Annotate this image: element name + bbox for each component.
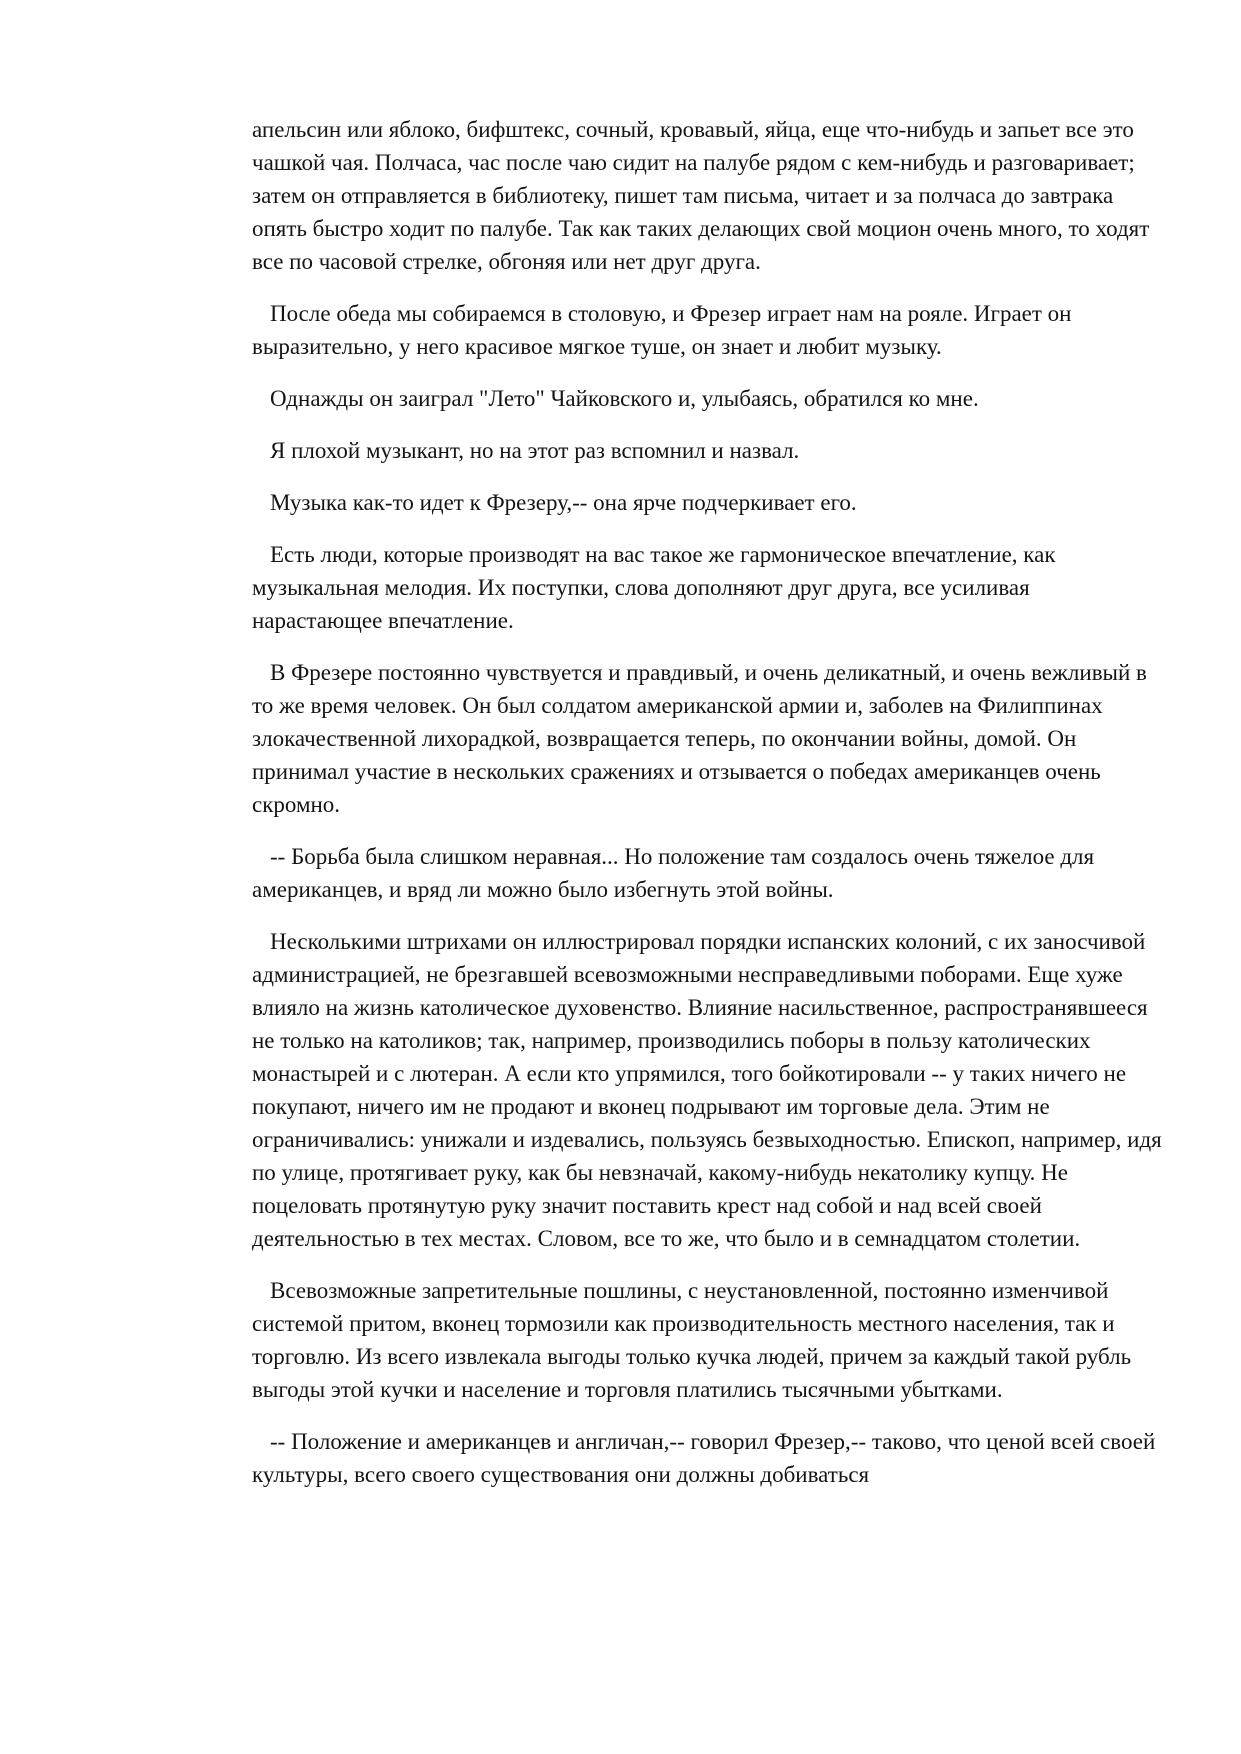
paragraph-6: Есть люди, которые производят на вас такое же гармоническое впечатление, как музыкальная мелодия. Их поступки, слова дополняют друг друга, все усиливая нарастающее впечатление. [252, 542, 1056, 633]
paragraph-7: В Фрезере постоянно чувствуется и правдивый, и очень деликатный, и очень вежливый в то же время человек. Он был солдатом американской армии и, заболев на Филиппинах злокачественной лихорадкой, возвращается теперь, по окончании войны, домой. Он принимал участие в нескольких сражениях и отзывается о победах американцев очень скромно. [252, 660, 1147, 817]
paragraph-4: Я плохой музыкант, но на этот раз вспомнил и назвал. [270, 438, 800, 463]
paragraph-5: Музыка как-то идет к Фрезеру,-- она ярче подчеркивает его. [270, 490, 857, 515]
paragraph-9: Несколькими штрихами он иллюстрировал порядки испанских колоний, с их заносчивой администрацией, не брезгавшей всевозможными несправедливыми поборами. Еще хуже влияло на жизнь католическое духовенство. Влияние насильственное, распространявшееся не только на католиков; так, например, производились поборы в пользу католических монастырей и с лютеран. А если кто упрямился, того бойкотировали -- у таких ничего не покупают, ничего им не продают и вконец подрывают им торговые дела. Этим не ограничивались: унижали и издевались, пользуясь безвыходностью. Епископ, например, идя по улице, протягивает руку, как бы невзначай, какому-нибудь некатолику купцу. Не поцеловать протянутую руку значит поставить крест над собой и над всей своей деятельностью в тех местах. Словом, все то же, что было и в семнадцатом столетии. [252, 929, 1162, 1251]
paragraph-10: Всевозможные запретительные пошлины, с неустановленной, постоянно изменчивой системой притом, вконец тормозили как производительность местного населения, так и торговлю. Из всего извлекала выгоды только кучка людей, причем за каждый такой рубль выгоды этой кучки и население и торговля платились тысячными убытками. [252, 1278, 1132, 1402]
paragraph-2: После обеда мы собираемся в столовую, и Фрезер играет нам на рояле. Играет он выразительно, у него красивое мягкое туше, он знает и любит музыку. [252, 301, 1072, 359]
paragraph-1: апельсин или яблоко, бифштекс, сочный, кровавый, яйца, еще что-нибудь и запьет все это чашкой чая. Полчаса, час после чаю сидит на палубе рядом с кем-нибудь и разговаривает; затем он отправляется в библиотеку, пишет там письма, читает и за полчаса до завтрака опять быстро ходит по палубе. Так как таких делающих свой моцион очень много, то ходят все по часовой стрелке, обгоняя или нет друг друга. [252, 117, 1150, 274]
paragraph-3: Однажды он заиграл "Лето" Чайковского и, улыбаясь, обратился ко мне. [270, 386, 979, 411]
document-page [252, 113, 1162, 1510]
paragraph-11: -- Положение и американцев и англичан,-- говорил Фрезер,-- таково, что ценой всей своей культуры, всего своего существования они должны добиваться [252, 1429, 1156, 1487]
paragraph-8: -- Борьба была слишком неравная... Но положение там создалось очень тяжелое для американцев, и вряд ли можно было избегнуть этой войны. [252, 844, 1095, 902]
